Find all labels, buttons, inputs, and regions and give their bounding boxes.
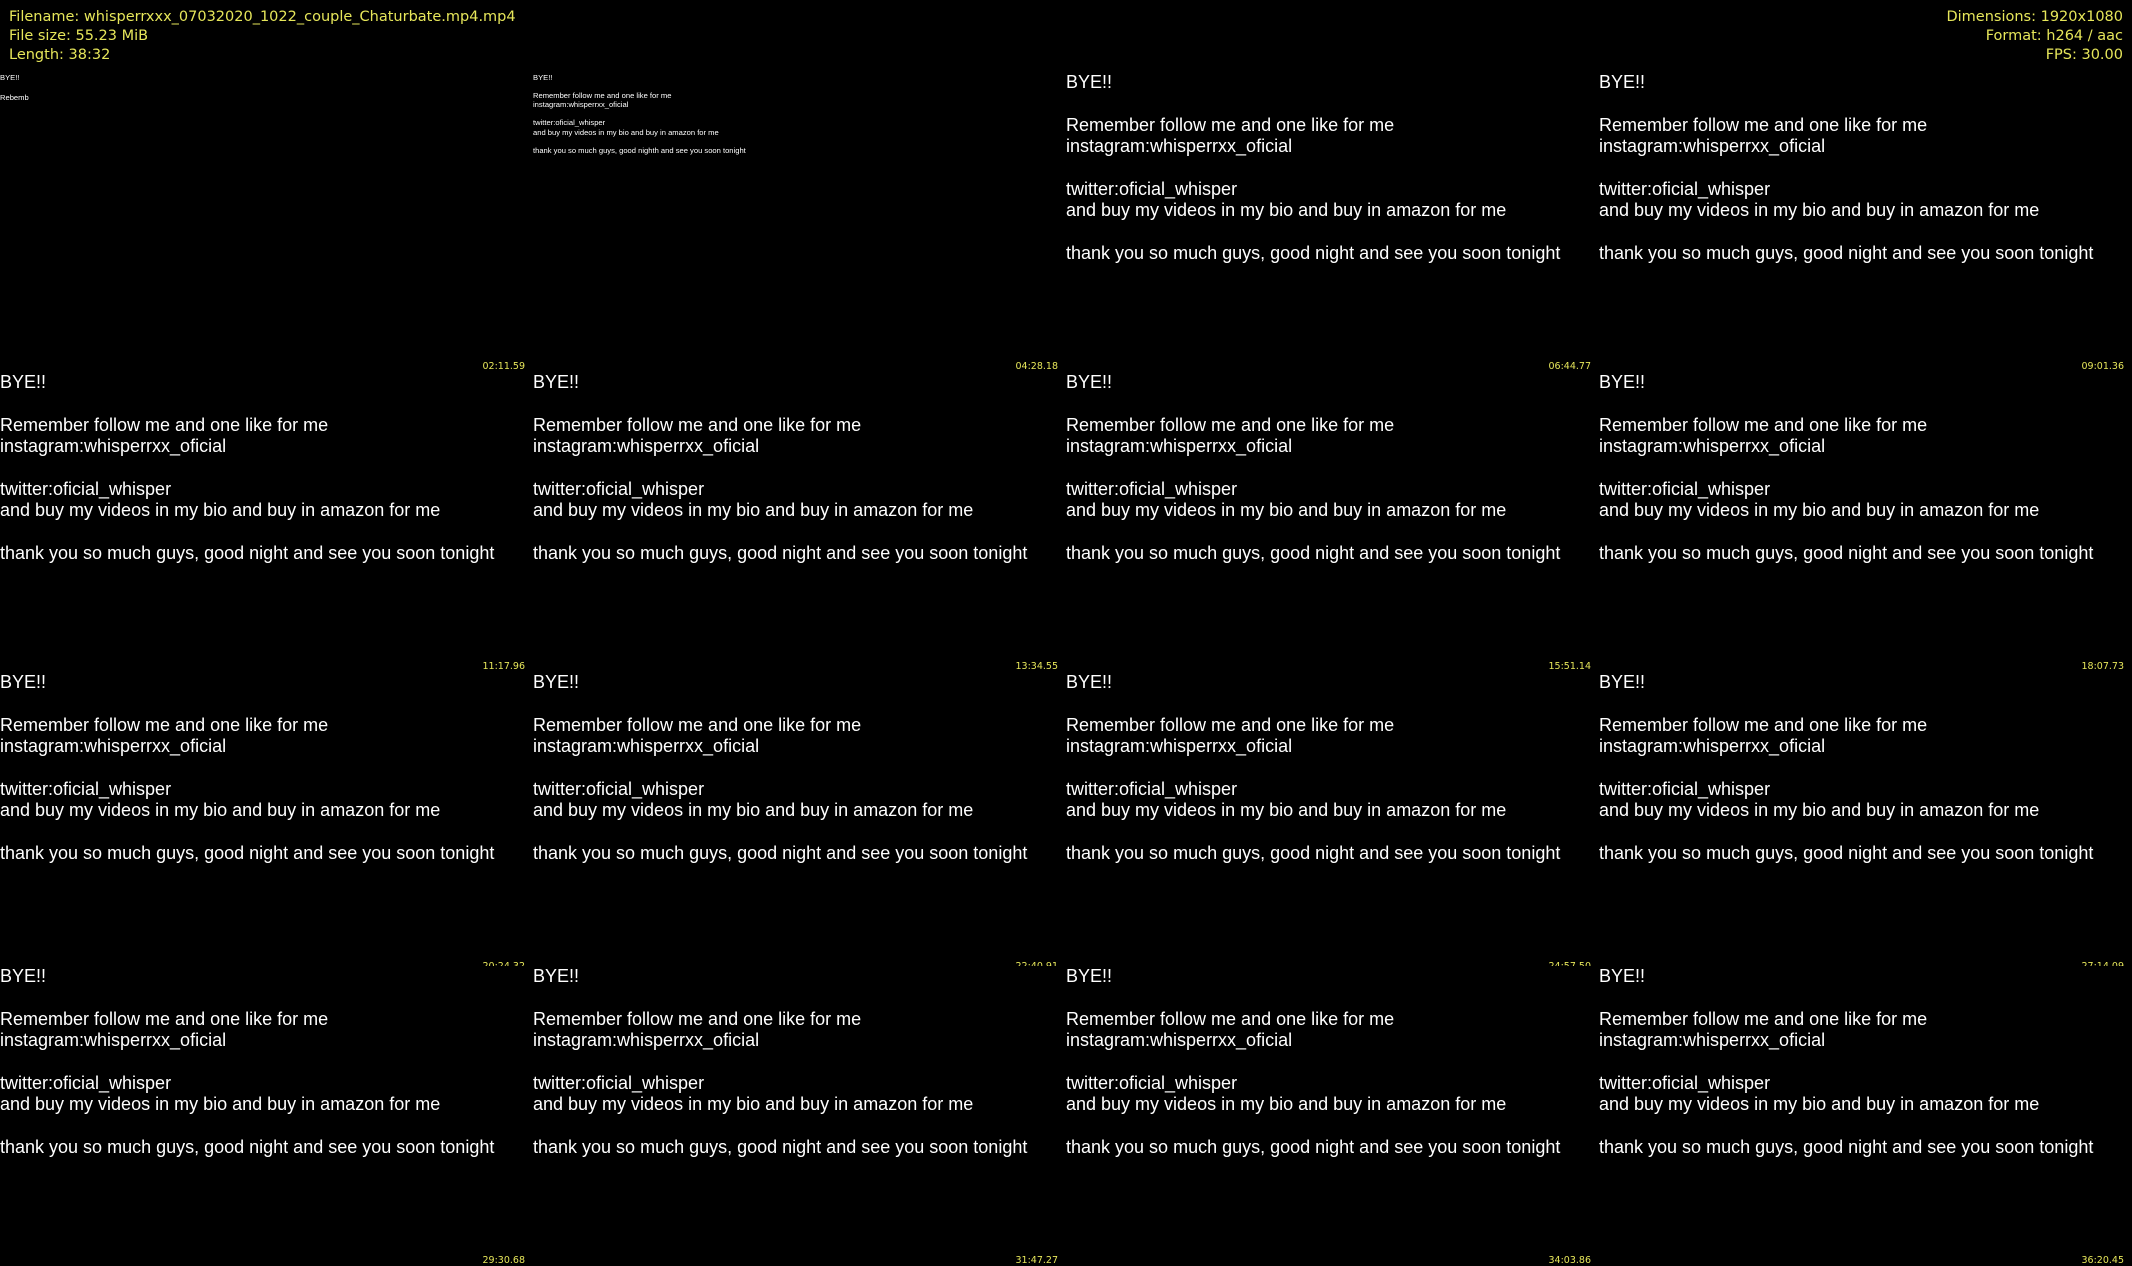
frame-text-instagram: instagram:whisperrxx_oficial (1066, 136, 1293, 157)
filesize-text: File size: 55.23 MiB (9, 28, 149, 44)
format-text: Format: h264 / aac (1985, 28, 2123, 44)
thumbnail-16 (1599, 966, 2124, 1266)
thumbnail-8 (1599, 372, 2124, 672)
thumbnail-frame (533, 966, 1058, 1256)
frame-text-remember: Remember follow me and one like for me (1066, 114, 1395, 135)
frame-text-thanks: thank you so much guys, good night and see you soon tonight (1066, 1137, 1561, 1158)
frame-text-bye: BYE!! (0, 372, 47, 392)
frame-text-buy: and buy my videos in my bio and buy in amazon for me (0, 1094, 441, 1115)
frame-text-instagram: instagram:whisperrxx_oficial (0, 1030, 227, 1051)
thumbnail-frame (0, 672, 525, 962)
thumbnail-3 (1066, 72, 1591, 372)
frame-text-thanks: thank you so much guys, good night and see you soon tonight (1599, 243, 2094, 264)
thumbnail-frame (533, 672, 1058, 962)
frame-text-twitter: twitter:oficial_whisper (0, 479, 172, 499)
frame-text-twitter: twitter:oficial_whisper (533, 1073, 705, 1093)
frame-text-buy: and buy my videos in my bio and buy in amazon for me (1599, 1094, 2040, 1115)
file-info-right (1946, 8, 2123, 65)
frame-text-buy: and buy my videos in my bio and buy in amazon for me (533, 500, 974, 521)
frame-text-thanks: thank you so much guys, good night and see you soon tonight (0, 1137, 495, 1158)
frame-text-bye: BYE!! (1066, 72, 1113, 92)
frame-text-remember: Remember follow me and one like for me (533, 1008, 862, 1029)
frame-text-buy: and buy my videos in my bio and buy in amazon for me (0, 500, 441, 521)
frame-text-twitter: twitter:oficial_whisper (533, 118, 606, 128)
frame-text-remember: Remember follow me and one like for me (1066, 714, 1395, 735)
frame-text-remember: Remember follow me and one like for me (533, 414, 862, 435)
thumbnail-frame (0, 966, 525, 1256)
thumbnail-frame (1599, 966, 2124, 1256)
thumbnail-frame (1066, 672, 1591, 962)
thumbnail-12 (1599, 672, 2124, 972)
frame-text-twitter: twitter:oficial_whisper (1599, 479, 1771, 499)
timestamp-label: 09:01.36 (2081, 361, 2124, 372)
frame-text-remember: Remember follow me and one like for me (0, 414, 329, 435)
timestamp-label: 15:51.14 (1548, 661, 1591, 672)
thumbnail-15 (1066, 966, 1591, 1266)
thumbnail-frame (1599, 672, 2124, 962)
frame-text-remember: Remember follow me and one like for me (1599, 1008, 1928, 1029)
frame-text-partial: Rebemb (0, 93, 29, 102)
frame-text-instagram: instagram:whisperrxx_oficial (533, 1030, 760, 1051)
frame-text-twitter: twitter:oficial_whisper (0, 779, 172, 799)
frame-text-remember: Remember follow me and one like for me (533, 91, 672, 101)
frame-text-twitter: twitter:oficial_whisper (1599, 1073, 1771, 1093)
timestamp-label: 04:28.18 (1015, 361, 1058, 372)
frame-text-twitter: twitter:oficial_whisper (0, 1073, 172, 1093)
timestamp-label: 06:44.77 (1548, 361, 1591, 372)
frame-text-buy: and buy my videos in my bio and buy in amazon for me (0, 800, 441, 821)
frame-text-remember: Remember follow me and one like for me (1066, 1008, 1395, 1029)
thumbnail-4 (1599, 72, 2124, 372)
frame-text-buy: and buy my videos in my bio and buy in amazon for me (1066, 800, 1507, 821)
frame-text-instagram: instagram:whisperrxx_oficial (1599, 736, 1826, 757)
frame-text-remember: Remember follow me and one like for me (533, 714, 862, 735)
frame-text-twitter: twitter:oficial_whisper (1066, 779, 1238, 799)
frame-text-thanks: thank you so much guys, good night and see you soon tonight (1599, 543, 2094, 564)
thumbnail-frame (1066, 966, 1591, 1256)
timestamp-label: 02:11.59 (482, 361, 525, 372)
timestamp-label: 11:17.96 (482, 661, 525, 672)
frame-text-buy: and buy my videos in my bio and buy in amazon for me (533, 1094, 974, 1115)
frame-text-buy: and buy my videos in my bio and buy in amazon for me (1066, 500, 1507, 521)
frame-text-twitter: twitter:oficial_whisper (1066, 1073, 1238, 1093)
frame-text-instagram: instagram:whisperrxx_oficial (1066, 1030, 1293, 1051)
frame-text-instagram: instagram:whisperrxx_oficial (1066, 436, 1293, 457)
thumbnail-frame (533, 372, 1058, 662)
frame-text-buy: and buy my videos in my bio and buy in amazon for me (1599, 500, 2040, 521)
frame-text-bye: BYE!! (533, 73, 553, 82)
frame-text-buy: and buy my videos in my bio and buy in amazon for me (1066, 200, 1507, 221)
frame-text-instagram: instagram:whisperrxx_oficial (533, 436, 760, 457)
frame-text-instagram: instagram:whisperrxx_oficial (1599, 136, 1826, 157)
fps-text: FPS: 30.00 (2045, 47, 2123, 63)
frame-text-twitter: twitter:oficial_whisper (533, 779, 705, 799)
thumbnail-7 (1066, 372, 1591, 672)
timestamp-label: 13:34.55 (1015, 661, 1058, 672)
frame-text-bye: BYE!! (1599, 672, 1646, 692)
timestamp-label: 31:47.27 (1015, 1255, 1058, 1266)
frame-text-remember: Remember follow me and one like for me (0, 714, 329, 735)
frame-text-remember: Remember follow me and one like for me (1599, 414, 1928, 435)
thumbnail-frame (0, 372, 525, 662)
thumbnail-frame (1066, 372, 1591, 662)
frame-text-remember: Remember follow me and one like for me (1599, 714, 1928, 735)
frame-text-remember: Remember follow me and one like for me (1066, 414, 1395, 435)
thumbnail-6 (533, 372, 1058, 672)
thumbnail-2 (533, 72, 1058, 372)
frame-text-bye: BYE!! (0, 966, 47, 986)
frame-text-thanks: thank you so much guys, good night and see you soon tonight (1599, 1137, 2094, 1158)
frame-text-remember: Remember follow me and one like for me (1599, 114, 1928, 135)
info-header (0, 0, 2132, 72)
filename-text: Filename: whisperrxxx_07032020_1022_couple_Chaturbate.mp4.mp4 (9, 9, 516, 25)
frame-text-buy: and buy my videos in my bio and buy in amazon for me (533, 127, 719, 137)
frame-text-thanks: thank you so much guys, good nighth and see you soon tonight (533, 145, 746, 155)
frame-text-bye: BYE!! (533, 372, 580, 392)
frame-text-twitter: twitter:oficial_whisper (1066, 179, 1238, 199)
frame-text-bye: BYE!! (1066, 672, 1113, 692)
frame-text-instagram: instagram:whisperrxx_oficial (0, 436, 227, 457)
frame-text-bye: BYE!! (0, 672, 47, 692)
frame-text-thanks: thank you so much guys, good night and see you soon tonight (1066, 843, 1561, 864)
frame-text-bye: BYE!! (533, 672, 580, 692)
frame-text-instagram: instagram:whisperrxx_oficial (533, 100, 629, 110)
timestamp-label: 36:20.45 (2081, 1255, 2124, 1266)
frame-text-bye: BYE!! (1066, 372, 1113, 392)
timestamp-label: 18:07.73 (2081, 661, 2124, 672)
frame-text-bye: BYE!! (1599, 966, 1646, 986)
thumbnail-10 (533, 672, 1058, 972)
dimensions-text: Dimensions: 1920x1080 (1946, 9, 2123, 25)
frame-text-instagram: instagram:whisperrxx_oficial (1599, 1030, 1826, 1051)
frame-text-remember: Remember follow me and one like for me (0, 1008, 329, 1029)
frame-text-instagram: instagram:whisperrxx_oficial (1066, 736, 1293, 757)
frame-text-thanks: thank you so much guys, good night and see you soon tonight (1066, 243, 1561, 264)
frame-text-twitter: twitter:oficial_whisper (533, 479, 705, 499)
frame-text-twitter: twitter:oficial_whisper (1599, 179, 1771, 199)
frame-text-thanks: thank you so much guys, good night and see you soon tonight (533, 543, 1028, 564)
thumbnail-11 (1066, 672, 1591, 972)
frame-text-bye: BYE!! (533, 966, 580, 986)
frame-text-bye: BYE!! (1066, 966, 1113, 986)
thumbnail-frame (1066, 72, 1591, 362)
frame-text-bye: BYE!! (1599, 372, 1646, 392)
frame-text-thanks: thank you so much guys, good night and see you soon tonight (0, 543, 495, 564)
frame-text-thanks: thank you so much guys, good night and see you soon tonight (1599, 843, 2094, 864)
frame-text-thanks: thank you so much guys, good night and see you soon tonight (1066, 543, 1561, 564)
thumbnail-frame (1599, 72, 2124, 362)
frame-text-twitter: twitter:oficial_whisper (1599, 779, 1771, 799)
thumbnail-5 (0, 372, 525, 672)
frame-text-twitter: twitter:oficial_whisper (1066, 479, 1238, 499)
thumbnail-grid (0, 72, 2132, 1266)
thumbnail-frame (0, 72, 525, 362)
timestamp-label: 34:03.86 (1548, 1255, 1591, 1266)
frame-text-thanks: thank you so much guys, good night and see you soon tonight (533, 1137, 1028, 1158)
frame-text-buy: and buy my videos in my bio and buy in amazon for me (1599, 200, 2040, 221)
frame-text-instagram: instagram:whisperrxx_oficial (1599, 436, 1826, 457)
frame-text-instagram: instagram:whisperrxx_oficial (533, 736, 760, 757)
frame-text-buy: and buy my videos in my bio and buy in amazon for me (533, 800, 974, 821)
thumbnail-9 (0, 672, 525, 972)
timestamp-label: 29:30.68 (482, 1255, 525, 1266)
length-text: Length: 38:32 (9, 47, 111, 63)
thumbnail-13 (0, 966, 525, 1266)
thumbnail-frame (1599, 372, 2124, 662)
frame-text-bye: BYE!! (1599, 72, 1646, 92)
frame-text-instagram: instagram:whisperrxx_oficial (0, 736, 227, 757)
frame-text-thanks: thank you so much guys, good night and see you soon tonight (533, 843, 1028, 864)
frame-text-buy: and buy my videos in my bio and buy in amazon for me (1599, 800, 2040, 821)
thumbnail-1 (0, 72, 525, 372)
thumbnail-14 (533, 966, 1058, 1266)
frame-text-buy: and buy my videos in my bio and buy in amazon for me (1066, 1094, 1507, 1115)
frame-text-bye: BYE!! (0, 73, 20, 82)
thumbnail-frame (533, 72, 1058, 362)
frame-text-thanks: thank you so much guys, good night and see you soon tonight (0, 843, 495, 864)
file-info-left (9, 8, 516, 65)
